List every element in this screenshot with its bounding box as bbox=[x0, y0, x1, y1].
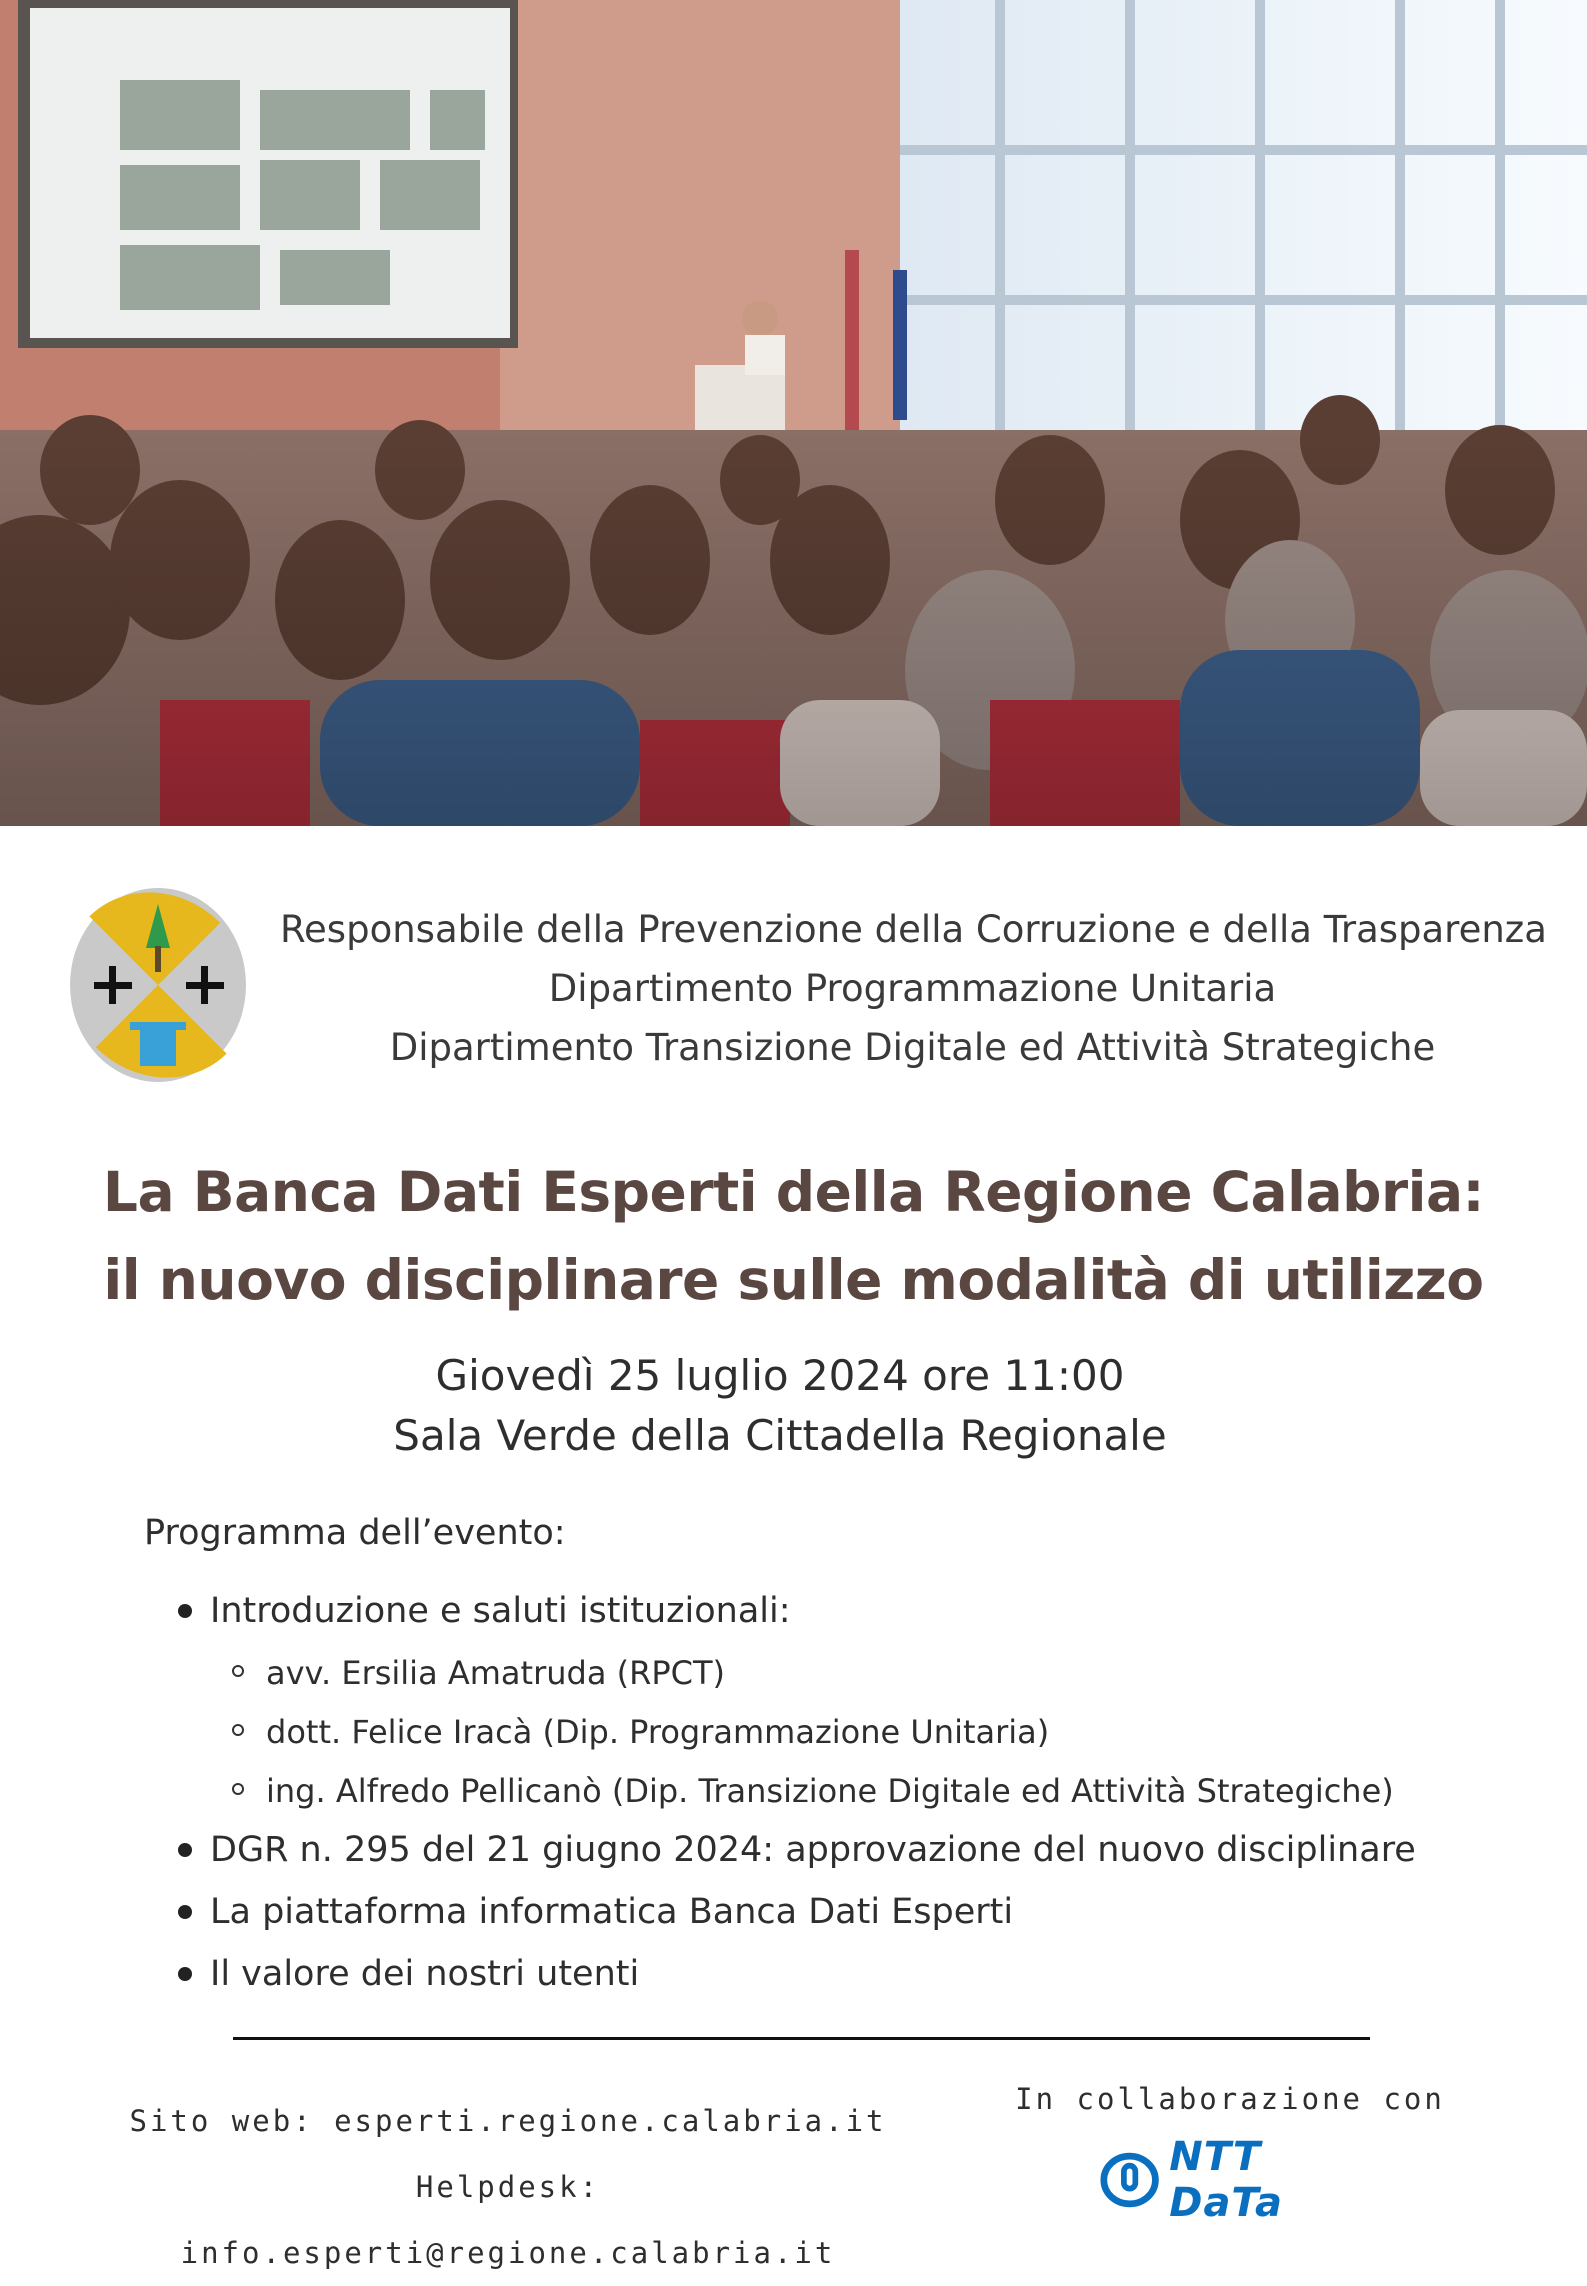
event-title-line-2: il nuovo disciplinare sulle modalità di utilizzo bbox=[103, 1248, 1484, 1312]
organization-line-transizione: Dipartimento Transizione Digitale ed Attività Strategiche bbox=[389, 1026, 1436, 1069]
program-item bbox=[144, 1825, 1444, 1887]
hero-conference-photo bbox=[0, 0, 1587, 826]
bullet-icon bbox=[178, 1967, 192, 1981]
program-item bbox=[144, 1949, 1444, 2011]
event-date: Giovedì 25 luglio 2024 ore 11:00 bbox=[435, 1351, 1125, 1400]
bullet-icon bbox=[178, 1905, 192, 1919]
helpdesk-email-link[interactable]: Helpdesk: info.esperti@regione.calabria.it bbox=[180, 2170, 836, 2270]
regione-calabria-emblem bbox=[68, 886, 248, 1084]
program-item-label: DGR n. 295 del 21 giugno 2024: approvazione del nuovo disciplinare bbox=[210, 1830, 1416, 1870]
event-program bbox=[144, 1508, 1444, 2011]
contact-info bbox=[118, 2088, 898, 2286]
program-subitem bbox=[144, 1766, 1444, 1825]
event-title-line-1: La Banca Dati Esperti della Regione Calabria: bbox=[102, 1160, 1485, 1224]
event-venue: Sala Verde della Cittadella Regionale bbox=[393, 1411, 1167, 1460]
website-link[interactable]: Sito web: esperti.regione.calabria.it bbox=[129, 2104, 887, 2138]
circle-bullet-icon bbox=[232, 1724, 244, 1736]
program-subitem bbox=[144, 1648, 1444, 1707]
program-item bbox=[144, 1586, 1444, 1648]
program-item-label: Introduzione e saluti istituzionali: bbox=[210, 1591, 791, 1631]
organization-header bbox=[280, 900, 1545, 1077]
circle-bullet-icon bbox=[232, 1665, 244, 1677]
conference-audience-image bbox=[0, 0, 1587, 826]
program-heading: Programma dell’evento: bbox=[144, 1513, 566, 1553]
ntt-data-logo-icon bbox=[1100, 2151, 1159, 2209]
ntt-data-logo bbox=[1100, 2134, 1380, 2226]
organization-line-programmazione: Dipartimento Programmazione Unitaria bbox=[548, 967, 1277, 1010]
bullet-icon bbox=[178, 1604, 192, 1618]
event-when-where bbox=[0, 1346, 1560, 1466]
organization-line-rpct: Responsabile della Prevenzione della Corruzione e della Trasparenza bbox=[280, 908, 1547, 951]
program-subitem bbox=[144, 1707, 1444, 1766]
program-subitem-label: ing. Alfredo Pellicanò (Dip. Transizione Digitale ed Attività Strategiche) bbox=[266, 1772, 1394, 1810]
event-title bbox=[0, 1148, 1587, 1324]
footer-divider bbox=[233, 2037, 1370, 2040]
bullet-icon bbox=[178, 1843, 192, 1857]
ntt-data-logo-text: NTT DaTa bbox=[1169, 2134, 1283, 2226]
circle-bullet-icon bbox=[232, 1783, 244, 1795]
program-item-label: Il valore dei nostri utenti bbox=[210, 1954, 640, 1994]
program-subitem-label: dott. Felice Iracà (Dip. Programmazione Unitaria) bbox=[266, 1713, 1050, 1751]
collaboration-label: In collaborazione con bbox=[1015, 2082, 1445, 2116]
program-item-label: La piattaforma informatica Banca Dati Esperti bbox=[210, 1892, 1014, 1932]
program-item bbox=[144, 1887, 1444, 1949]
program-subitem-label: avv. Ersilia Amatruda (RPCT) bbox=[266, 1654, 725, 1692]
